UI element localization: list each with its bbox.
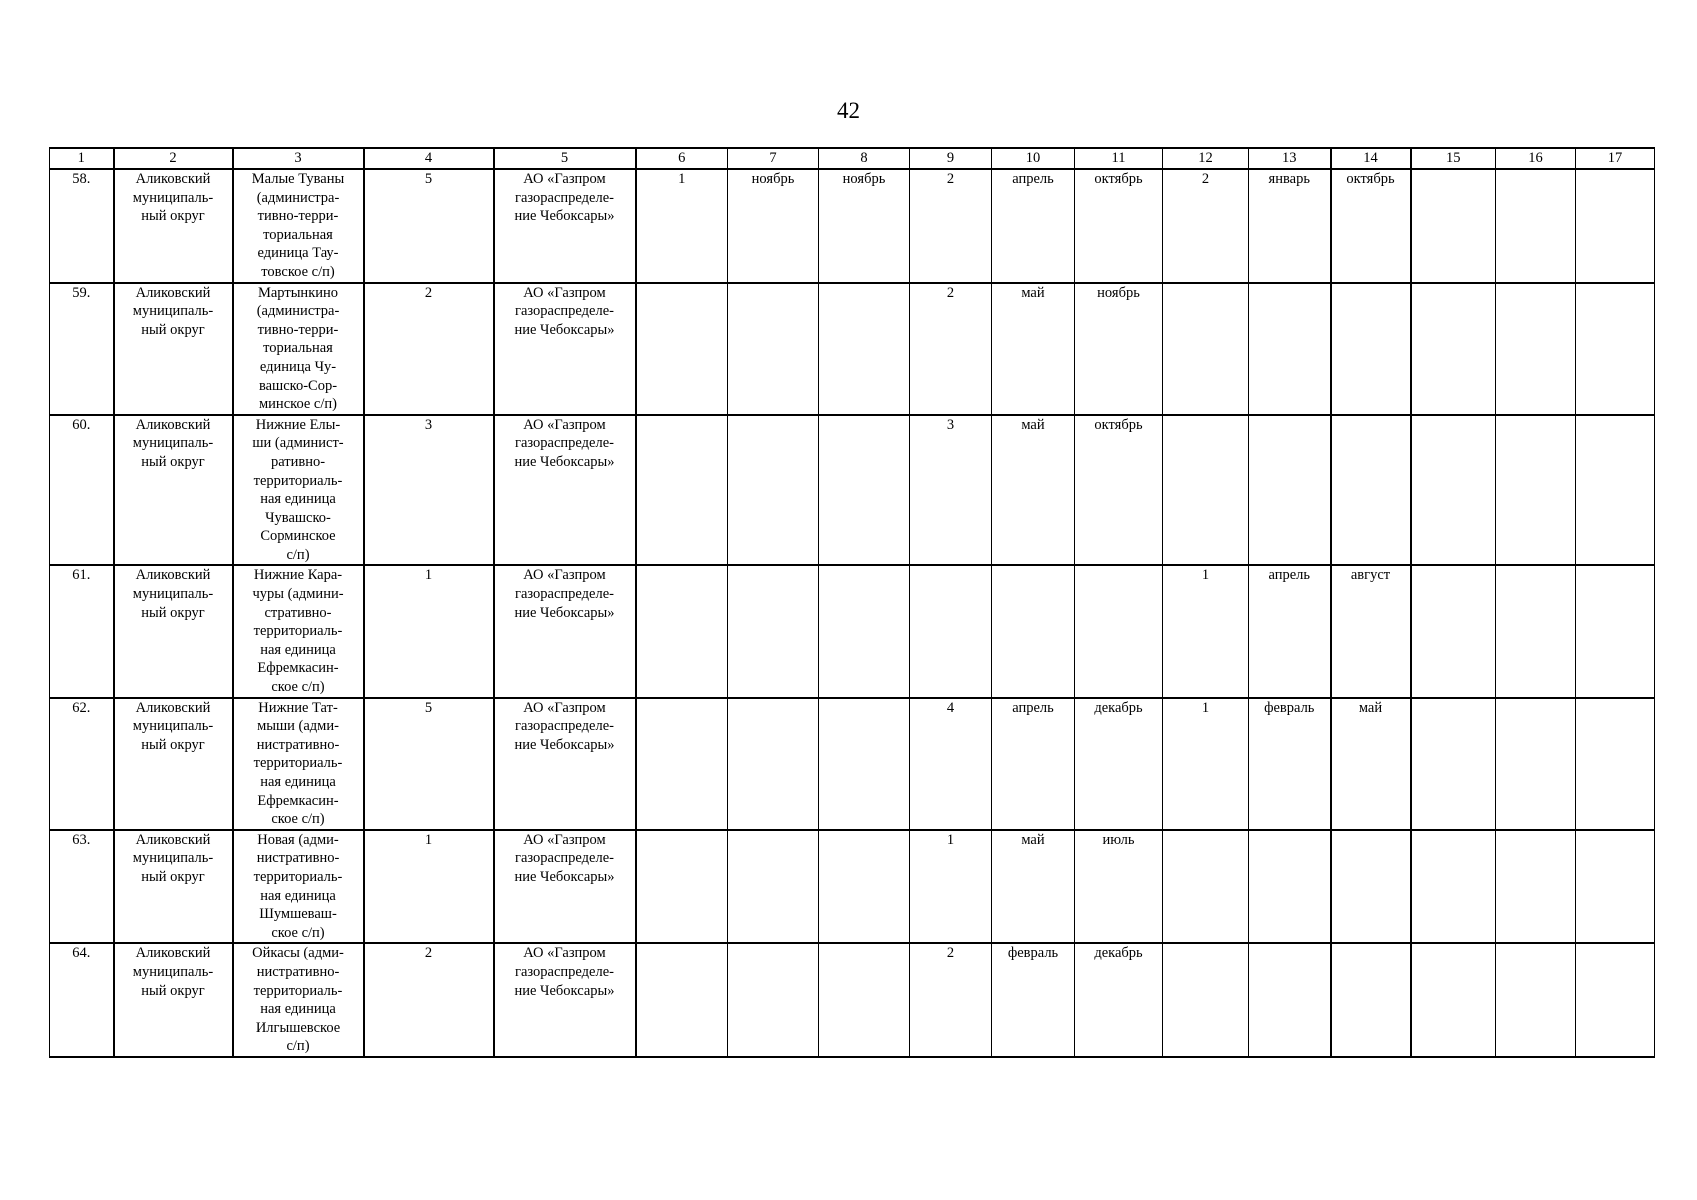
col4-cell: 2 xyxy=(364,943,494,1057)
col10-cell: май xyxy=(992,415,1075,566)
organization-cell: АО «Газпром газораспределе- ние Чебоксары» xyxy=(494,698,636,830)
col9-cell: 1 xyxy=(910,830,992,944)
header-cell-17: 17 xyxy=(1576,148,1655,169)
col16-cell xyxy=(1496,415,1576,566)
col7-cell xyxy=(728,698,819,830)
col4-cell: 1 xyxy=(364,565,494,697)
organization-cell: АО «Газпром газораспределе- ние Чебоксары» xyxy=(494,830,636,944)
col12-cell xyxy=(1163,830,1249,944)
col4-cell: 5 xyxy=(364,698,494,830)
header-cell-8: 8 xyxy=(819,148,910,169)
col10-cell: февраль xyxy=(992,943,1075,1057)
settlement-cell: Нижние Елы- ши (админист- ративно- территориаль- ная единица Чувашско- Сорминское с/п) xyxy=(233,415,364,566)
page-number: 42 xyxy=(837,98,860,123)
col17-cell xyxy=(1576,169,1655,283)
col11-cell: октябрь xyxy=(1075,415,1163,566)
col11-cell: октябрь xyxy=(1075,169,1163,283)
col14-cell: май xyxy=(1331,698,1411,830)
col14-cell xyxy=(1331,283,1411,415)
col7-cell xyxy=(728,283,819,415)
organization-cell: АО «Газпром газораспределе- ние Чебоксары» xyxy=(494,169,636,283)
col6-cell xyxy=(636,283,728,415)
col6-cell xyxy=(636,698,728,830)
col10-cell: май xyxy=(992,830,1075,944)
col17-cell xyxy=(1576,415,1655,566)
table-header xyxy=(50,148,1655,169)
col16-cell xyxy=(1496,943,1576,1057)
col8-cell xyxy=(819,415,910,566)
table-row xyxy=(50,415,1655,566)
row-number-cell: 59. xyxy=(50,283,114,415)
col17-cell xyxy=(1576,943,1655,1057)
col15-cell xyxy=(1411,565,1496,697)
col15-cell xyxy=(1411,283,1496,415)
col9-cell: 4 xyxy=(910,698,992,830)
col6-cell: 1 xyxy=(636,169,728,283)
col13-cell: январь xyxy=(1249,169,1331,283)
col6-cell xyxy=(636,565,728,697)
row-number-cell: 60. xyxy=(50,415,114,566)
col13-cell xyxy=(1249,415,1331,566)
district-cell: Аликовский муниципаль- ный округ xyxy=(114,283,233,415)
organization-cell: АО «Газпром газораспределе- ние Чебоксары» xyxy=(494,283,636,415)
col9-cell: 3 xyxy=(910,415,992,566)
col12-cell xyxy=(1163,415,1249,566)
col15-cell xyxy=(1411,943,1496,1057)
organization-cell: АО «Газпром газораспределе- ние Чебоксары» xyxy=(494,415,636,566)
col11-cell xyxy=(1075,565,1163,697)
header-cell-1: 1 xyxy=(50,148,114,169)
col13-cell: апрель xyxy=(1249,565,1331,697)
header-cell-7: 7 xyxy=(728,148,819,169)
table-row xyxy=(50,283,1655,415)
district-cell: Аликовский муниципаль- ный округ xyxy=(114,943,233,1057)
col17-cell xyxy=(1576,283,1655,415)
district-cell: Аликовский муниципаль- ный округ xyxy=(114,698,233,830)
col8-cell xyxy=(819,943,910,1057)
header-cell-10: 10 xyxy=(992,148,1075,169)
schedule-table xyxy=(49,147,1655,1058)
col8-cell xyxy=(819,565,910,697)
settlement-cell: Нижние Кара- чуры (админи- стративно- территориаль- ная единица Ефремкасин- ское с/п) xyxy=(233,565,364,697)
col16-cell xyxy=(1496,169,1576,283)
col7-cell: ноябрь xyxy=(728,169,819,283)
col12-cell xyxy=(1163,943,1249,1057)
col4-cell: 2 xyxy=(364,283,494,415)
col9-cell: 2 xyxy=(910,943,992,1057)
settlement-cell: Мартынкино (администра- тивно-терри- ториальная единица Чу- вашско-Сор- минское с/п) xyxy=(233,283,364,415)
table-row xyxy=(50,169,1655,283)
header-cell-15: 15 xyxy=(1411,148,1496,169)
col16-cell xyxy=(1496,830,1576,944)
col14-cell: август xyxy=(1331,565,1411,697)
district-cell: Аликовский муниципаль- ный округ xyxy=(114,169,233,283)
table-row xyxy=(50,943,1655,1057)
organization-cell: АО «Газпром газораспределе- ние Чебоксары» xyxy=(494,565,636,697)
col9-cell: 2 xyxy=(910,283,992,415)
col11-cell: декабрь xyxy=(1075,943,1163,1057)
col12-cell: 1 xyxy=(1163,698,1249,830)
col15-cell xyxy=(1411,830,1496,944)
header-cell-5: 5 xyxy=(494,148,636,169)
col14-cell xyxy=(1331,830,1411,944)
col10-cell: апрель xyxy=(992,169,1075,283)
col10-cell: апрель xyxy=(992,698,1075,830)
header-cell-2: 2 xyxy=(114,148,233,169)
col17-cell xyxy=(1576,698,1655,830)
col11-cell: ноябрь xyxy=(1075,283,1163,415)
col15-cell xyxy=(1411,169,1496,283)
district-cell: Аликовский муниципаль- ный округ xyxy=(114,565,233,697)
col7-cell xyxy=(728,830,819,944)
col16-cell xyxy=(1496,698,1576,830)
col17-cell xyxy=(1576,830,1655,944)
col4-cell: 5 xyxy=(364,169,494,283)
col14-cell xyxy=(1331,943,1411,1057)
col7-cell xyxy=(728,415,819,566)
col10-cell: май xyxy=(992,283,1075,415)
table-row xyxy=(50,830,1655,944)
col16-cell xyxy=(1496,283,1576,415)
header-cell-14: 14 xyxy=(1331,148,1411,169)
settlement-cell: Новая (адми- нистративно- территориаль- ная единица Шумшеваш- ское с/п) xyxy=(233,830,364,944)
col13-cell xyxy=(1249,283,1331,415)
district-cell: Аликовский муниципаль- ный округ xyxy=(114,830,233,944)
settlement-cell: Нижние Тат- мыши (адми- нистративно- территориаль- ная единица Ефремкасин- ское с/п) xyxy=(233,698,364,830)
header-cell-4: 4 xyxy=(364,148,494,169)
col12-cell: 1 xyxy=(1163,565,1249,697)
col6-cell xyxy=(636,943,728,1057)
col8-cell xyxy=(819,830,910,944)
col12-cell xyxy=(1163,283,1249,415)
header-cell-3: 3 xyxy=(233,148,364,169)
header-cell-16: 16 xyxy=(1496,148,1576,169)
col15-cell xyxy=(1411,698,1496,830)
col9-cell: 2 xyxy=(910,169,992,283)
table-body xyxy=(50,169,1655,1057)
row-number-cell: 63. xyxy=(50,830,114,944)
organization-cell: АО «Газпром газораспределе- ние Чебоксары» xyxy=(494,943,636,1057)
header-row xyxy=(50,148,1655,169)
col16-cell xyxy=(1496,565,1576,697)
header-cell-11: 11 xyxy=(1075,148,1163,169)
col13-cell: февраль xyxy=(1249,698,1331,830)
row-number-cell: 64. xyxy=(50,943,114,1057)
col9-cell xyxy=(910,565,992,697)
col12-cell: 2 xyxy=(1163,169,1249,283)
col14-cell: октябрь xyxy=(1331,169,1411,283)
header-cell-13: 13 xyxy=(1249,148,1331,169)
col13-cell xyxy=(1249,830,1331,944)
col4-cell: 3 xyxy=(364,415,494,566)
table-row xyxy=(50,565,1655,697)
col15-cell xyxy=(1411,415,1496,566)
col14-cell xyxy=(1331,415,1411,566)
col11-cell: июль xyxy=(1075,830,1163,944)
col7-cell xyxy=(728,565,819,697)
col10-cell xyxy=(992,565,1075,697)
col11-cell: декабрь xyxy=(1075,698,1163,830)
col17-cell xyxy=(1576,565,1655,697)
table-row xyxy=(50,698,1655,830)
col13-cell xyxy=(1249,943,1331,1057)
district-cell: Аликовский муниципаль- ный округ xyxy=(114,415,233,566)
settlement-cell: Ойкасы (адми- нистративно- территориаль- ная единица Илгышевское с/п) xyxy=(233,943,364,1057)
col8-cell: ноябрь xyxy=(819,169,910,283)
header-cell-9: 9 xyxy=(910,148,992,169)
col7-cell xyxy=(728,943,819,1057)
col8-cell xyxy=(819,283,910,415)
settlement-cell: Малые Туваны (администра- тивно-терри- ториальная единица Тау- товское с/п) xyxy=(233,169,364,283)
row-number-cell: 58. xyxy=(50,169,114,283)
row-number-cell: 61. xyxy=(50,565,114,697)
header-cell-12: 12 xyxy=(1163,148,1249,169)
col8-cell xyxy=(819,698,910,830)
row-number-cell: 62. xyxy=(50,698,114,830)
header-cell-6: 6 xyxy=(636,148,728,169)
col6-cell xyxy=(636,830,728,944)
col6-cell xyxy=(636,415,728,566)
col4-cell: 1 xyxy=(364,830,494,944)
